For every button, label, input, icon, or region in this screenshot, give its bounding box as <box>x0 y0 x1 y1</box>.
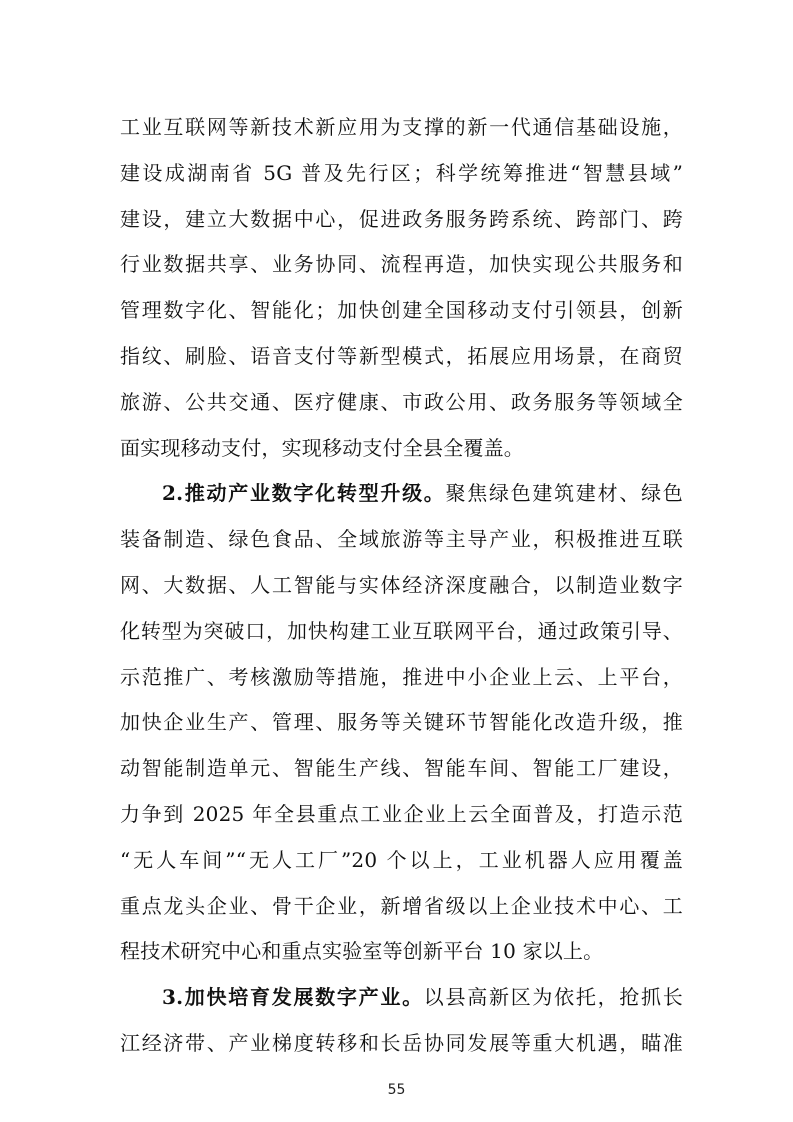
section-3-heading: 3.加快培育发展数字产业。 <box>162 985 424 1009</box>
section-2-lead-text: 聚焦绿色建筑建材、绿色 <box>445 481 683 505</box>
body-line-19: 程技术研究中心和重点实验室等创新平台 10 家以上。 <box>120 939 604 963</box>
page-number: 55 <box>387 1082 406 1098</box>
body-line-15: 动智能制造单元、智能生产线、智能车间、智能工厂建设， <box>120 756 683 780</box>
body-line-12: 化转型为突破口，加快构建工业互联网平台，通过政策引导、 <box>120 619 683 643</box>
body-line-16: 力争到 2025 年全县重点工业企业上云全面普及，打造示范 <box>120 802 683 826</box>
body-line-8: 面实现移动支付，实现移动支付全县全覆盖。 <box>120 436 524 460</box>
body-line-3: 建设，建立大数据中心，促进政务服务跨系统、跨部门、跨 <box>120 207 683 231</box>
body-line-10: 装备制造、绿色食品、全域旅游等主导产业，积极推进互联 <box>120 527 683 551</box>
body-line-1: 工业互联网等新技术新应用为支撑的新一代通信基础设施， <box>120 115 683 139</box>
body-line-18: 重点龙头企业、骨干企业，新增省级以上企业技术中心、工 <box>120 894 683 918</box>
body-line-2: 建设成湖南省 5G 普及先行区；科学统筹推进“智慧县域” <box>120 161 683 185</box>
section-3-lead-text: 以县高新区为依托，抢抓长 <box>423 985 683 1009</box>
body-line-7: 旅游、公共交通、医疗健康、市政公用、政务服务等领域全 <box>120 390 683 414</box>
body-line-4: 行业数据共享、业务协同、流程再造，加快实现公共服务和 <box>120 252 683 276</box>
body-line-17: “无人车间”“无人工厂”20 个以上，工业机器人应用覆盖 <box>120 848 683 872</box>
section-2-heading: 2.推动产业数字化转型升级。 <box>162 481 446 505</box>
body-line-5: 管理数字化、智能化；加快创建全国移动支付引领县，创新 <box>120 298 683 322</box>
body-line-6: 指纹、刷脸、语音支付等新型模式，拓展应用场景，在商贸 <box>120 344 683 368</box>
body-line-21: 江经济带、产业梯度转移和长岳协同发展等重大机遇，瞄准 <box>120 1031 683 1055</box>
body-line-13: 示范推广、考核激励等措施，推进中小企业上云、上平台， <box>120 665 683 689</box>
section-2-first-line <box>162 478 683 508</box>
section-3-first-line <box>162 982 683 1012</box>
body-line-14: 加快企业生产、管理、服务等关键环节智能化改造升级，推 <box>120 710 683 734</box>
body-line-11: 网、大数据、人工智能与实体经济深度融合，以制造业数字 <box>120 573 683 597</box>
